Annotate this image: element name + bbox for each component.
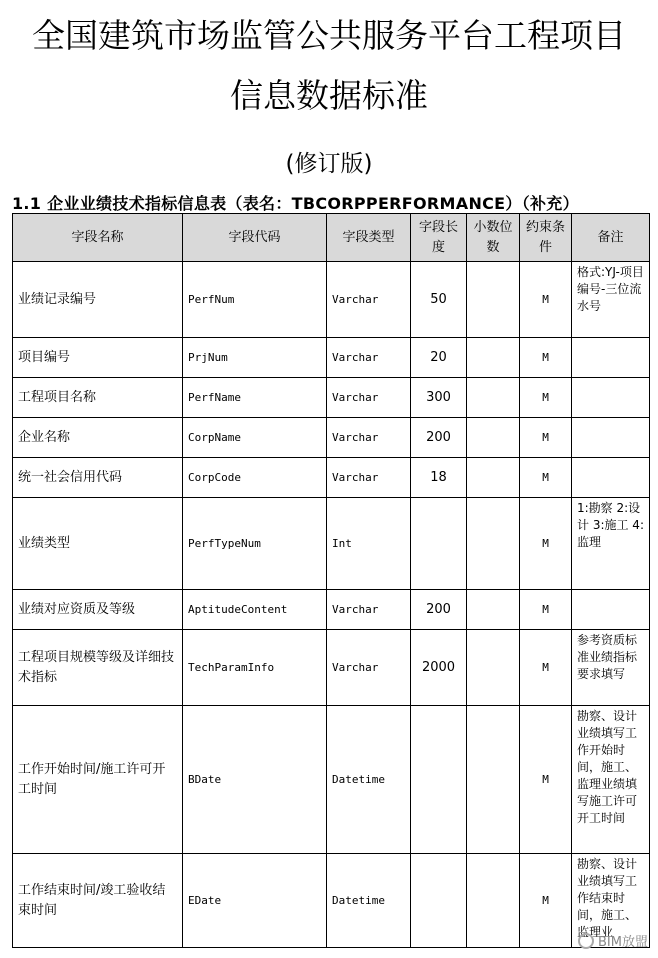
table-row xyxy=(13,854,650,948)
cell-field-constraint: M xyxy=(520,498,572,590)
table-row xyxy=(13,590,650,630)
cell-field-name: 业绩类型 xyxy=(13,498,183,590)
section-heading: 1.1 企业业绩技术指标信息表（表名：TBCORPPERFORMANCE）（补充） xyxy=(12,194,579,213)
table-row xyxy=(13,378,650,418)
cell-field-decimals xyxy=(467,262,520,338)
table-row xyxy=(13,498,650,590)
cell-field-name: 工作开始时间/施工许可开工时间 xyxy=(13,706,183,854)
cell-field-decimals xyxy=(467,458,520,498)
cell-field-length xyxy=(411,706,467,854)
cell-field-length: 2000 xyxy=(411,630,467,706)
cell-field-decimals xyxy=(467,338,520,378)
cell-field-constraint: M xyxy=(520,378,572,418)
document-title-line2: 信息数据标准 xyxy=(230,76,428,115)
cell-field-length: 200 xyxy=(411,590,467,630)
header-constraint: 约束条件 xyxy=(520,214,572,262)
table-row xyxy=(13,418,650,458)
field-table xyxy=(12,213,650,948)
table-row xyxy=(13,262,650,338)
cell-field-decimals xyxy=(467,418,520,458)
cell-field-name: 业绩对应资质及等级 xyxy=(13,590,183,630)
table-row xyxy=(13,338,650,378)
cell-field-name: 工作结束时间/竣工验收结束时间 xyxy=(13,854,183,948)
document-subtitle: (修订版) xyxy=(285,151,373,177)
cell-field-code: AptitudeContent xyxy=(183,590,327,630)
document-title-line1: 全国建筑市场监管公共服务平台工程项目 xyxy=(32,16,626,55)
cell-field-type: Varchar xyxy=(327,630,411,706)
cell-field-decimals xyxy=(467,498,520,590)
cell-field-code: CorpCode xyxy=(183,458,327,498)
cell-field-code: EDate xyxy=(183,854,327,948)
cell-field-name: 工程项目名称 xyxy=(13,378,183,418)
cell-field-note xyxy=(572,418,650,458)
cell-field-name: 项目编号 xyxy=(13,338,183,378)
cell-field-note xyxy=(572,458,650,498)
header-decimals: 小数位数 xyxy=(467,214,520,262)
cell-field-constraint: M xyxy=(520,706,572,854)
cell-field-constraint: M xyxy=(520,338,572,378)
cell-field-name: 工程项目规模等级及详细技术指标 xyxy=(13,630,183,706)
watermark xyxy=(578,931,648,950)
cell-field-decimals xyxy=(467,630,520,706)
header-code: 字段代码 xyxy=(183,214,327,262)
cell-field-code: PerfName xyxy=(183,378,327,418)
cell-field-name: 统一社会信用代码 xyxy=(13,458,183,498)
cell-field-name: 业绩记录编号 xyxy=(13,262,183,338)
header-length: 字段长度 xyxy=(411,214,467,262)
cell-field-constraint: M xyxy=(520,630,572,706)
cell-field-note: 参考资质标准业绩指标要求填写 xyxy=(572,630,650,706)
table-row xyxy=(13,630,650,706)
cell-field-constraint: M xyxy=(520,854,572,948)
cell-field-type: Datetime xyxy=(327,854,411,948)
cell-field-type: Varchar xyxy=(327,262,411,338)
table-header-row xyxy=(13,214,650,262)
cell-field-decimals xyxy=(467,854,520,948)
cell-field-note xyxy=(572,338,650,378)
cell-field-note: 1:勘察 2:设计 3:施工 4:监理 xyxy=(572,498,650,590)
cell-field-length xyxy=(411,854,467,948)
cell-field-constraint: M xyxy=(520,590,572,630)
cell-field-type: Varchar xyxy=(327,418,411,458)
cell-field-decimals xyxy=(467,590,520,630)
cell-field-length: 18 xyxy=(411,458,467,498)
cell-field-constraint: M xyxy=(520,418,572,458)
header-name: 字段名称 xyxy=(13,214,183,262)
watermark-text: BIM放盟 xyxy=(598,935,648,950)
cell-field-decimals xyxy=(467,378,520,418)
cell-field-code: TechParamInfo xyxy=(183,630,327,706)
cell-field-decimals xyxy=(467,706,520,854)
header-note: 备注 xyxy=(572,214,650,262)
cell-field-length: 200 xyxy=(411,418,467,458)
cell-field-note: 格式:YJ-项目编号-三位流水号 xyxy=(572,262,650,338)
cell-field-code: PerfNum xyxy=(183,262,327,338)
cell-field-type: Varchar xyxy=(327,590,411,630)
cell-field-note: 勘察、设计业绩填写工作结束时间，施工、监理业 xyxy=(572,854,650,948)
cell-field-constraint: M xyxy=(520,458,572,498)
cell-field-type: Varchar xyxy=(327,378,411,418)
cell-field-note xyxy=(572,590,650,630)
cell-field-length xyxy=(411,498,467,590)
cell-field-type: Datetime xyxy=(327,706,411,854)
cell-field-code: CorpName xyxy=(183,418,327,458)
header-type: 字段类型 xyxy=(327,214,411,262)
cell-field-length: 20 xyxy=(411,338,467,378)
cell-field-type: Varchar xyxy=(327,458,411,498)
cell-field-type: Varchar xyxy=(327,338,411,378)
cell-field-name: 企业名称 xyxy=(13,418,183,458)
cell-field-note: 勘察、设计业绩填写工作开始时间，施工、监理业绩填写施工许可开工时间 xyxy=(572,706,650,854)
watermark-logo-icon xyxy=(578,933,594,949)
cell-field-constraint: M xyxy=(520,262,572,338)
cell-field-length: 50 xyxy=(411,262,467,338)
cell-field-code: PerfTypeNum xyxy=(183,498,327,590)
cell-field-code: PrjNum xyxy=(183,338,327,378)
table-row xyxy=(13,706,650,854)
cell-field-note xyxy=(572,378,650,418)
cell-field-code: BDate xyxy=(183,706,327,854)
table-row xyxy=(13,458,650,498)
cell-field-type: Int xyxy=(327,498,411,590)
cell-field-length: 300 xyxy=(411,378,467,418)
